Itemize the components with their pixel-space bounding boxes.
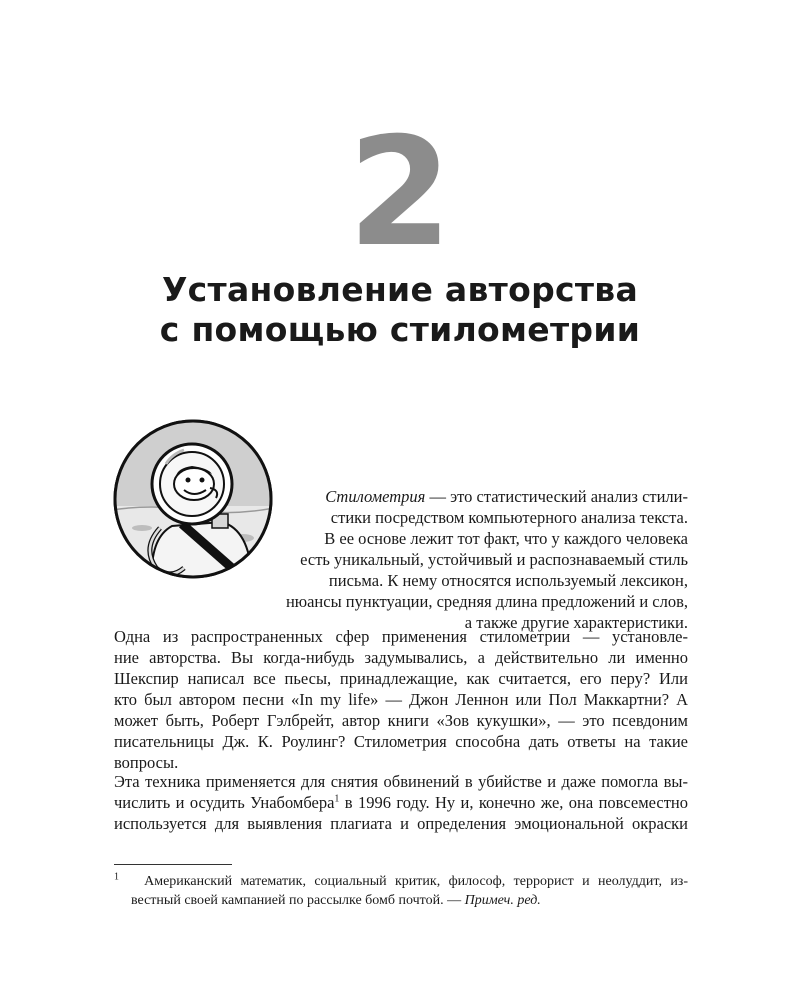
chapter-title — [0, 270, 800, 350]
chapter-number: 2 — [347, 106, 453, 280]
editor-note: Примеч. ред. — [464, 893, 541, 908]
intro-line-3: В ее основе лежит тот факт, что у каждого человека — [324, 529, 688, 548]
intro-paragraph — [286, 486, 688, 633]
chapter-title-line-2: с помощью стилометрии — [159, 310, 641, 349]
intro-line-7: а также другие характеристики. — [464, 613, 688, 632]
paragraph-line: Шекспир написал все пьесы, принадлежащие, как считается, его перу? Или — [114, 669, 688, 688]
footnote — [114, 872, 688, 910]
intro-line-5: письма. К нему относятся используемый лексикон, — [328, 571, 688, 590]
chapter-title-line-1: Установление авторства — [161, 270, 639, 309]
intro-term: Стилометрия — [325, 487, 426, 506]
paragraph-line: используется для выявления плагиата и определения эмоциональной окраски — [114, 814, 688, 833]
footnote-divider — [114, 864, 232, 865]
intro-line-4: есть уникальный, устойчивый и распознаваемый стиль — [300, 550, 688, 569]
intro-line-1: Стилометрия — это статистический анализ стили- — [325, 487, 688, 506]
footnote-line: $^1$ Американский математик, социальный критик, философ, террорист и неолуддит, из- — [114, 871, 688, 889]
paragraph-line: Эта техника применяется для снятия обвинений в убийстве и даже помогла вы- — [114, 772, 688, 791]
intro-line-6: нюансы пунктуации, средняя длина предложений и слов, — [285, 592, 688, 611]
body-paragraph-2 — [114, 771, 688, 834]
paragraph-line: вопросы. — [114, 753, 179, 772]
footnote-marker: 1 — [114, 871, 119, 883]
footnote-reference[interactable]: 1 — [334, 793, 340, 805]
paragraph-line: может быть, Роберт Гэлбрейт, автор книги «Зов кукушки», — это псевдоним — [114, 711, 688, 730]
body-paragraph-1 — [114, 626, 688, 773]
footnote-line: вестный своей кампанией по рассылке бомб почтой. — Примеч. ред. — [131, 893, 541, 908]
astronaut-mascot-illustration — [112, 418, 274, 580]
intro-line-2: стики посредством компьютерного анализа текста. — [330, 508, 688, 527]
paragraph-line: числить и осудить Унабомбера$^1$ в 1996 году. Ну и, конечно же, она повсеместно — [114, 793, 688, 812]
paragraph-line: писательницы Дж. К. Роулинг? Стилометрия способна дать ответы на такие — [114, 732, 688, 751]
paragraph-line: ние авторства. Вы когда-нибудь задумывались, а действительно ли именно — [114, 648, 688, 667]
paragraph-line: кто был автором песни «In my life» — Джон Леннон или Пол Маккартни? А — [114, 690, 688, 709]
paragraph-line: Одна из распространенных сфер применения стилометрии — установле- — [114, 627, 688, 646]
